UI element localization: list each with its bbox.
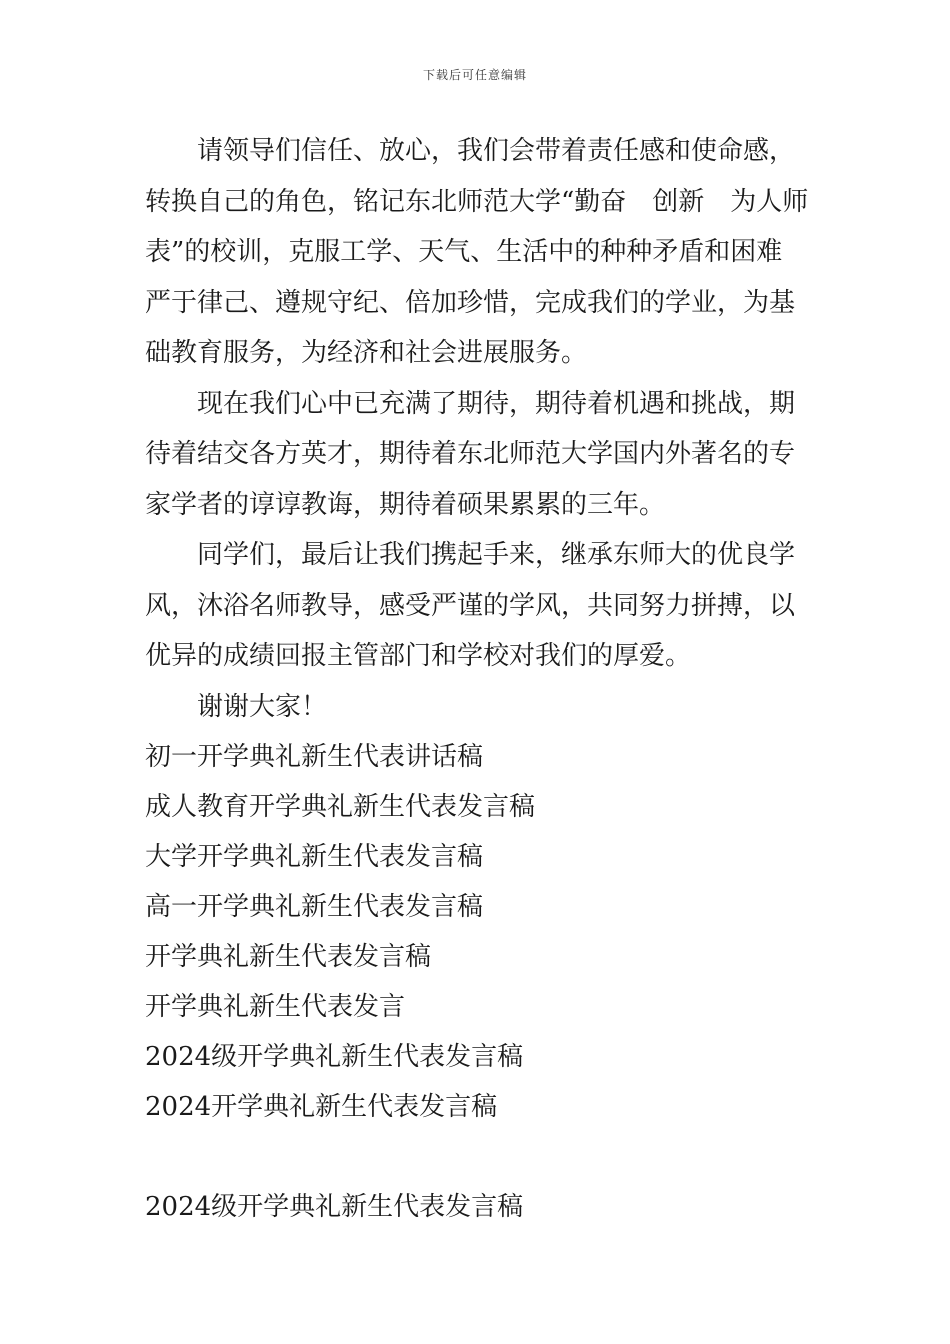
paragraph-line: 风，沐浴名师教导，感受严谨的学风，共同努力拼搏，以 [145,590,796,621]
paragraph-line: 优异的成绩回报主管部门和学校对我们的厚爱。 [145,641,692,671]
related-title[interactable]: 开学典礼新生代表发言 [145,992,406,1022]
paragraph-thanks [145,682,810,733]
related-title[interactable]: 开学典礼新生代表发言稿 [145,942,432,972]
related-title[interactable]: 高一开学典礼新生代表发言稿 [145,892,484,922]
paragraph-line: 请领导们信任、放心，我们会带着责任感和使命感， [197,136,796,166]
paragraph-line: 谢谢大家！ [197,691,328,722]
paragraph-line: 础教育服务，为经济和社会进展服务。 [145,338,588,368]
paragraph-line: 家学者的谆谆教诲，期待着硕果累累的三年。 [145,489,666,520]
paragraph-expectation [145,379,810,531]
paragraph-commitment [145,126,810,379]
next-document-title: 2024级开学典礼新生代表发言稿 [145,1192,524,1222]
header-note: 下载后可任意编辑 [422,68,527,82]
related-title[interactable]: 2024级开学典礼新生代表发言稿 [145,1042,524,1072]
related-title[interactable]: 2024开学典礼新生代表发言稿 [145,1092,498,1122]
paragraph-line: 表”的校训，克服工学、天气、生活中的种种矛盾和困难 [145,237,783,267]
paragraph-line: 转换自己的角色，铭记东北师范大学“勤奋 创新 为人师 [145,186,809,217]
paragraph-line: 同学们，最后让我们携起手来，继承东师大的优良学 [197,540,796,570]
related-title[interactable]: 成人教育开学典礼新生代表发言稿 [145,792,536,822]
paragraph-line: 严于律己、遵规守纪、倍加珍惜，完成我们的学业，为基 [145,287,796,318]
paragraph-line: 现在我们心中已充满了期待，期待着机遇和挑战，期 [197,388,796,419]
spacer [145,1132,810,1182]
related-title[interactable]: 大学开学典礼新生代表发言稿 [145,842,484,872]
document-body [145,126,810,1232]
related-title[interactable]: 初一开学典礼新生代表讲话稿 [145,742,484,772]
paragraph-line: 待着结交各方英才，期待着东北师范大学国内外著名的专 [145,439,796,469]
related-titles-list [145,732,810,1132]
paragraph-closing [145,530,810,682]
